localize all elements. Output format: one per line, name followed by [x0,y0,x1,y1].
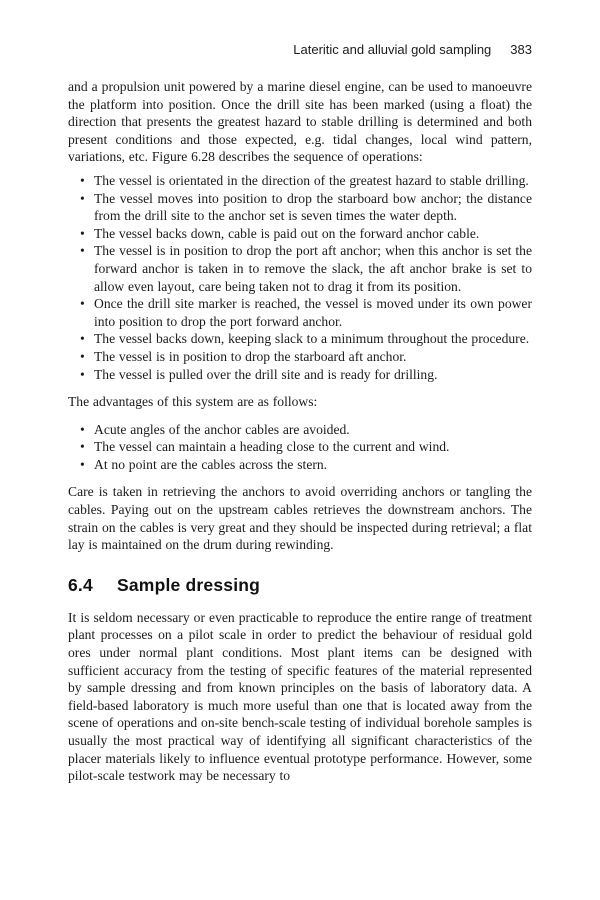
list-item [68,438,532,456]
list-item-text: The vessel moves into position to drop the starboard bow anchor; the distance from the drill site to the anchor set is seven times the water depth. [94,190,532,224]
list-item-text: The vessel is orientated in the direction of the greatest hazard to stable drilling. [94,172,529,188]
section-title: Sample dressing [117,574,261,595]
list-item-text: Once the drill site marker is reached, the vessel is moved under its own power into position to drop the port forward anchor. [94,296,532,329]
list-item [68,330,532,348]
list-item [68,190,532,225]
list-item-text: The vessel is in position to drop the port aft anchor; when this anchor is set the forward anchor is taken in to remove the slack, the aft anchor brake is set to allow even layout, care being taken not to drag it from its position. [94,243,532,294]
list-item-text: At no point are the cables across the stern. [94,456,328,472]
list-item-text: The vessel can maintain a heading close to the current and wind. [94,439,450,455]
list-item [68,456,532,474]
list-item [68,421,532,439]
page-content [68,78,532,785]
section-number: 6.4 [68,574,93,595]
running-header [68,0,532,57]
section-heading [68,575,532,595]
bullet-icon: • [80,172,85,188]
running-title: Lateritic and alluvial gold sampling [293,42,492,57]
bullet-icon: • [80,439,85,455]
bullet-icon: • [80,296,85,312]
section-paragraph: It is seldom necessary or even practicable to reproduce the entire range of treatment plant processes on a pilot scale in order to predict the behaviour of residual gold ores under normal plant conditions. Most plant items can be designed with sufficient accuracy from the testing of specific features of the material represented by sample dressing and from known principles on the basis of laboratory data. A field-based laboratory is much more useful than one that is located away from the scene of operations and on-site bench-scale testing of individual borehole samples is usually the most practical way of identifying all significant characteristics of the placer materials likely to influence eventual prototype performance. However, some pilot-scale testwork may be necessary to [68,609,532,784]
list-item [68,348,532,366]
list-item [68,366,532,384]
bullet-icon: • [80,190,85,206]
bullet-icon: • [80,225,85,241]
list-item-text: The vessel is pulled over the drill site and is ready for drilling. [94,366,438,382]
list-item [68,242,532,295]
advantages-intro: The advantages of this system are as follows: [68,394,318,410]
bullet-icon: • [80,421,85,437]
bullet-icon: • [80,348,85,364]
bullet-icon: • [80,243,85,259]
care-paragraph: Care is taken in retrieving the anchors to avoid overriding anchors or tangling the cables. Paying out on the upstream cables retrieves the downstream anchors. The strain on the cables is very great and they should be inspected during retrieval; a flat lay is maintained on the drum during rewinding. [68,484,532,553]
intro-paragraph: and a propulsion unit powered by a marine diesel engine, can be used to manoeuvre the platform into position. Once the drill site has been marked (using a float) the direction that presents the greatest hazard to stable drilling is determined and both present conditions and those expected, e.g. tidal changes, local wind pattern, variations, etc. Figure 6.28 describes the sequence of operations: [68,79,532,165]
bullet-icon: • [80,331,85,347]
operations-list [68,172,532,383]
list-item [68,225,532,243]
bullet-icon: • [80,456,85,472]
advantages-list [68,421,532,474]
bullet-icon: • [80,366,85,382]
list-item-text: The vessel is in position to drop the starboard aft anchor. [94,348,407,364]
list-item [68,295,532,330]
list-item-text: Acute angles of the anchor cables are avoided. [94,421,350,437]
list-item-text: The vessel backs down, cable is paid out on the forward anchor cable. [94,225,480,241]
list-item [68,172,532,190]
list-item-text: The vessel backs down, keeping slack to a minimum throughout the procedure. [94,331,530,347]
page-number: 383 [510,42,532,57]
